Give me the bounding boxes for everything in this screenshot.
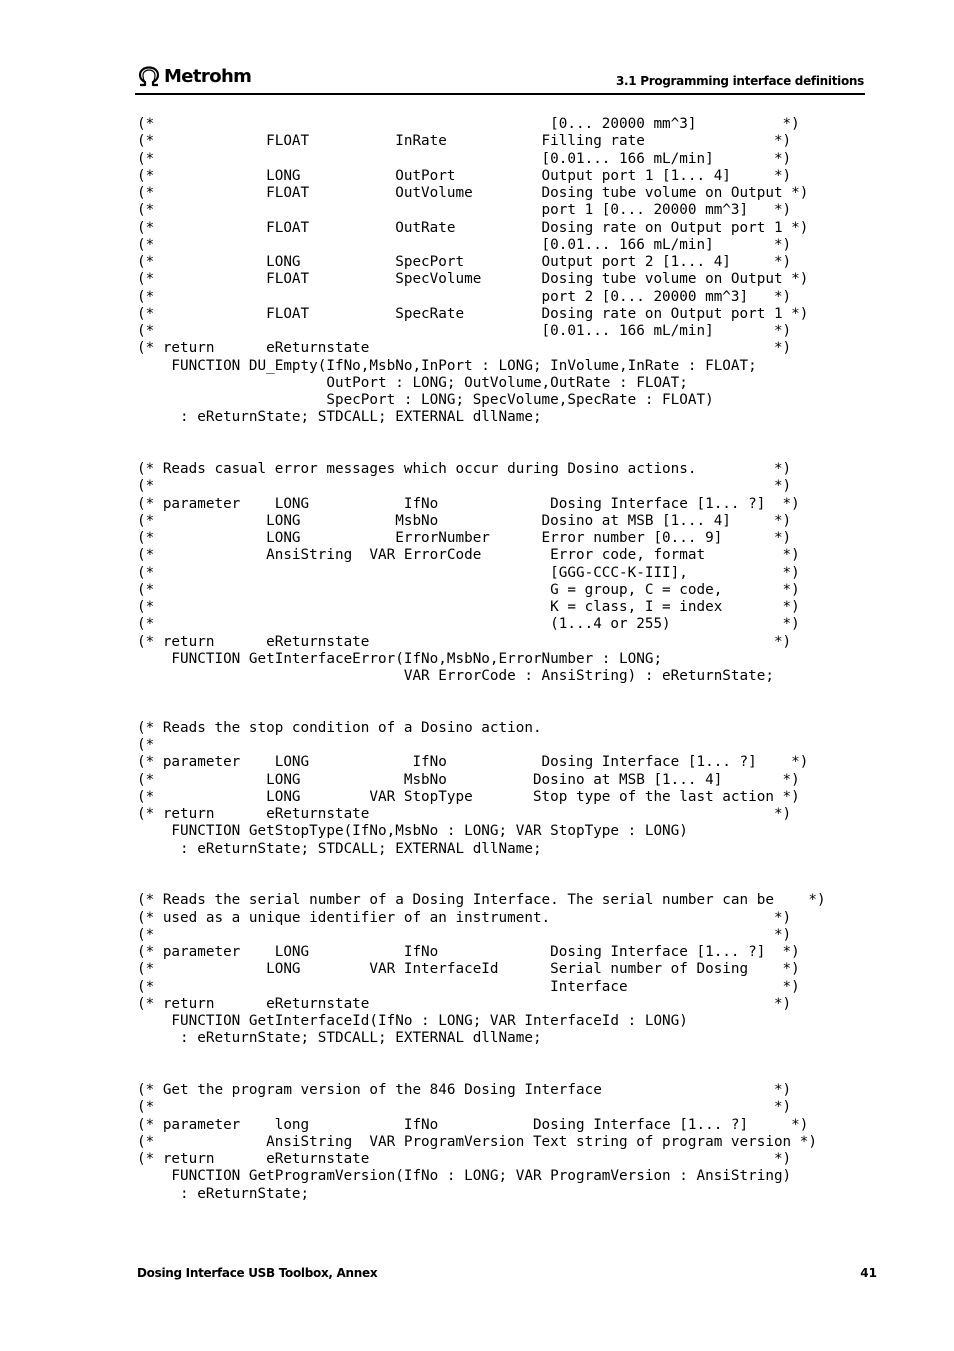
code-line: (* parameter long IfNo Dosing Interface [1... ?] *)	[137, 1116, 809, 1133]
code-line: (* [0.01... 166 mL/min] *)	[137, 236, 792, 253]
code-line: (* FLOAT InRate Filling rate *)	[137, 133, 792, 150]
code-line	[137, 427, 826, 444]
code-line: (* Reads the serial number of a Dosing Interface. The serial number can be *)	[137, 892, 826, 909]
code-line	[137, 858, 826, 875]
code-line: (* return eReturnstate *)	[137, 806, 792, 822]
code-line: (* return eReturnstate *)	[137, 995, 792, 1012]
header-divider	[135, 93, 865, 95]
code-line: (* LONG MsbNo Dosino at MSB [1... 4] *)	[137, 771, 800, 788]
code-line: (* port 2 [0... 20000 mm^3] *)	[137, 288, 792, 305]
metrohm-logo	[137, 66, 251, 88]
code-line: (* LONG SpecPort Output port 2 [1... 4] *)	[137, 254, 792, 270]
code-line: (* (1...4 or 255) *)	[137, 616, 800, 633]
page-number: 41	[860, 1266, 877, 1280]
code-line: (* AnsiString VAR ErrorCode Error code, format *)	[137, 547, 800, 564]
code-line: (* Interface *)	[137, 978, 800, 995]
code-line: (* Get the program version of the 846 Dosing Interface *)	[137, 1082, 792, 1098]
code-line: : eReturnState; STDCALL; EXTERNAL dllName;	[137, 840, 542, 857]
code-line: (* used as a unique identifier of an instrument. *)	[137, 909, 792, 926]
code-line: (* [0.01... 166 mL/min] *)	[137, 150, 792, 167]
code-line: (* *)	[137, 478, 792, 495]
code-line: (* FLOAT SpecRate Dosing rate on Output port 1 *)	[137, 305, 809, 322]
code-line	[137, 875, 826, 892]
code-line	[137, 444, 826, 461]
code-line: (* *)	[137, 926, 792, 943]
code-line: (* return eReturnstate *)	[137, 633, 792, 650]
code-line: (* FLOAT SpecVolume Dosing tube volume on Output *)	[137, 271, 809, 288]
code-line: OutPort : LONG; OutVolume,OutRate : FLOAT;	[137, 374, 688, 391]
code-line: (* Reads the stop condition of a Dosino action.	[137, 719, 542, 736]
code-line: : eReturnState; STDCALL; EXTERNAL dllName;	[137, 1030, 542, 1047]
code-line: (* return eReturnstate *)	[137, 340, 792, 357]
code-line: (* *)	[137, 1099, 792, 1116]
code-line: FUNCTION GetProgramVersion(IfNo : LONG; VAR ProgramVersion : AnsiString)	[137, 1168, 792, 1185]
code-line: FUNCTION GetStopType(IfNo,MsbNo : LONG; VAR StopType : LONG)	[137, 823, 688, 840]
code-line: FUNCTION GetInterfaceError(IfNo,MsbNo,ErrorNumber : LONG;	[137, 650, 663, 667]
code-line: (*	[137, 737, 155, 753]
code-line: (* parameter LONG IfNo Dosing Interface [1... ?] *)	[137, 495, 800, 512]
logo-wordmark: Metrohm	[164, 66, 252, 87]
omega-logo-icon	[137, 66, 161, 88]
code-line: (* FLOAT OutVolume Dosing tube volume on Output *)	[137, 185, 809, 201]
code-line: (* [GGG-CCC-K-III], *)	[137, 564, 800, 581]
code-line: (* AnsiString VAR ProgramVersion Text string of program version *)	[137, 1133, 817, 1150]
code-line: : eReturnState;	[137, 1185, 310, 1202]
code-line: (* parameter LONG IfNo Dosing Interface [1... ?] *)	[137, 944, 800, 960]
code-line: (* LONG VAR StopType Stop type of the last action *)	[137, 788, 800, 805]
code-line: FUNCTION GetInterfaceId(IfNo : LONG; VAR InterfaceId : LONG)	[137, 1013, 688, 1029]
code-line: FUNCTION DU_Empty(IfNo,MsbNo,InPort : LONG; InVolume,InRate : FLOAT;	[137, 357, 757, 374]
code-line: (* [0... 20000 mm^3] *)	[137, 116, 800, 132]
code-line	[137, 703, 826, 720]
code-line	[137, 685, 826, 702]
code-listing	[137, 116, 826, 1203]
footer-document-title: Dosing Interface USB Toolbox, Annex	[137, 1266, 378, 1280]
code-line	[137, 1065, 826, 1082]
code-line	[137, 1048, 826, 1065]
code-line: (* [0.01... 166 mL/min] *)	[137, 323, 792, 339]
code-line: (* G = group, C = code, *)	[137, 581, 800, 598]
code-line: (* FLOAT OutRate Dosing rate on Output port 1 *)	[137, 219, 809, 236]
code-line: (* LONG MsbNo Dosino at MSB [1... 4] *)	[137, 512, 792, 529]
code-line: (* Reads casual error messages which occur during Dosino actions. *)	[137, 461, 792, 477]
section-title: 3.1 Programming interface definitions	[615, 74, 864, 88]
code-line: (* return eReturnstate *)	[137, 1151, 792, 1167]
code-line: (* port 1 [0... 20000 mm^3] *)	[137, 202, 792, 219]
code-line: SpecPort : LONG; SpecVolume,SpecRate : FLOAT)	[137, 392, 714, 408]
code-line: : eReturnState; STDCALL; EXTERNAL dllName;	[137, 409, 542, 426]
code-line: (* K = class, I = index *)	[137, 599, 800, 615]
code-line: (* LONG OutPort Output port 1 [1... 4] *)	[137, 167, 792, 184]
code-line: (* LONG VAR InterfaceId Serial number of Dosing *)	[137, 961, 800, 978]
code-line: (* parameter LONG IfNo Dosing Interface [1... ?] *)	[137, 754, 809, 771]
code-line: VAR ErrorCode : AnsiString) : eReturnState;	[137, 668, 774, 684]
code-line: (* LONG ErrorNumber Error number [0... 9] *)	[137, 530, 792, 546]
